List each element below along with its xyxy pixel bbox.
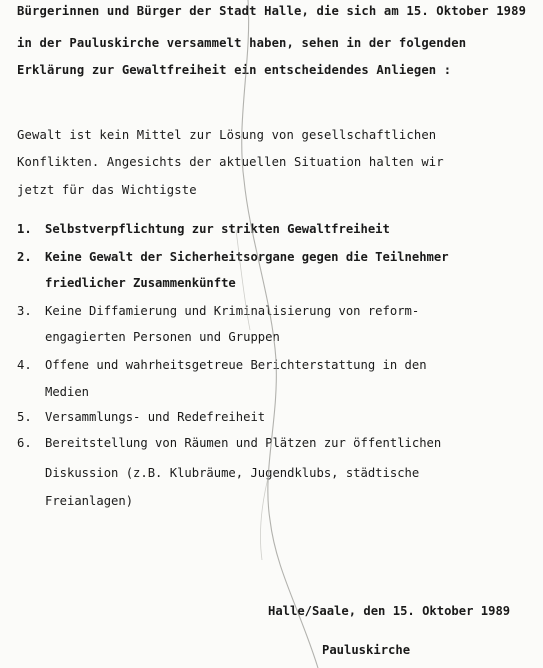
list-item-number: 6. [17, 436, 32, 450]
list-item-3 [17, 304, 419, 319]
body-line-1: Gewalt ist kein Mittel zur Lösung von gesellschaftlichen [17, 128, 437, 142]
list-item-3-continuation: engagierten Personen und Gruppen [45, 330, 280, 344]
list-item-number: 5. [17, 410, 32, 424]
list-item-text: Keine Diffamierung und Kriminalisierung von reform- [45, 304, 420, 318]
list-item-number: 1. [17, 222, 32, 236]
list-item-5 [17, 410, 265, 425]
list-item-text: Versammlungs- und Redefreiheit [45, 410, 266, 424]
list-item-6-continuation-2: Freianlagen) [45, 494, 134, 508]
signature-location: Pauluskirche [322, 643, 411, 657]
list-item-2-continuation: friedlicher Zusammenkünfte [45, 276, 236, 290]
list-item-number: 4. [17, 358, 32, 372]
list-item-1 [17, 222, 390, 237]
list-item-6 [17, 436, 441, 451]
list-item-6-continuation-1: Diskussion (z.B. Klubräume, Jugendklubs, städtische [45, 466, 420, 480]
list-item-number: 3. [17, 304, 32, 318]
intro-line-2: in der Pauluskirche versammelt haben, sehen in der folgenden [17, 36, 467, 50]
intro-line-3: Erklärung zur Gewaltfreiheit ein entscheidendes Anliegen : [17, 63, 452, 77]
list-item-2 [17, 250, 449, 265]
place-date: Halle/Saale, den 15. Oktober 1989 [268, 604, 511, 618]
list-item-4 [17, 358, 427, 373]
intro-line-1: Bürgerinnen und Bürger der Stadt Halle, die sich am 15. Oktober 1989 [17, 4, 527, 18]
list-item-number: 2. [17, 250, 32, 264]
body-line-3: jetzt für das Wichtigste [17, 183, 197, 197]
list-item-text: Offene und wahrheitsgetreue Berichterstattung in den [45, 358, 427, 372]
list-item-text: Keine Gewalt der Sicherheitsorgane gegen die Teilnehmer [45, 250, 449, 264]
list-item-text: Bereitstellung von Räumen und Plätzen zur öffentlichen [45, 436, 442, 450]
list-item-text: Selbstverpflichtung zur strikten Gewaltfreiheit [45, 222, 390, 236]
list-item-4-continuation: Medien [45, 385, 90, 399]
body-line-2: Konflikten. Angesichts der aktuellen Situation halten wir [17, 155, 444, 169]
